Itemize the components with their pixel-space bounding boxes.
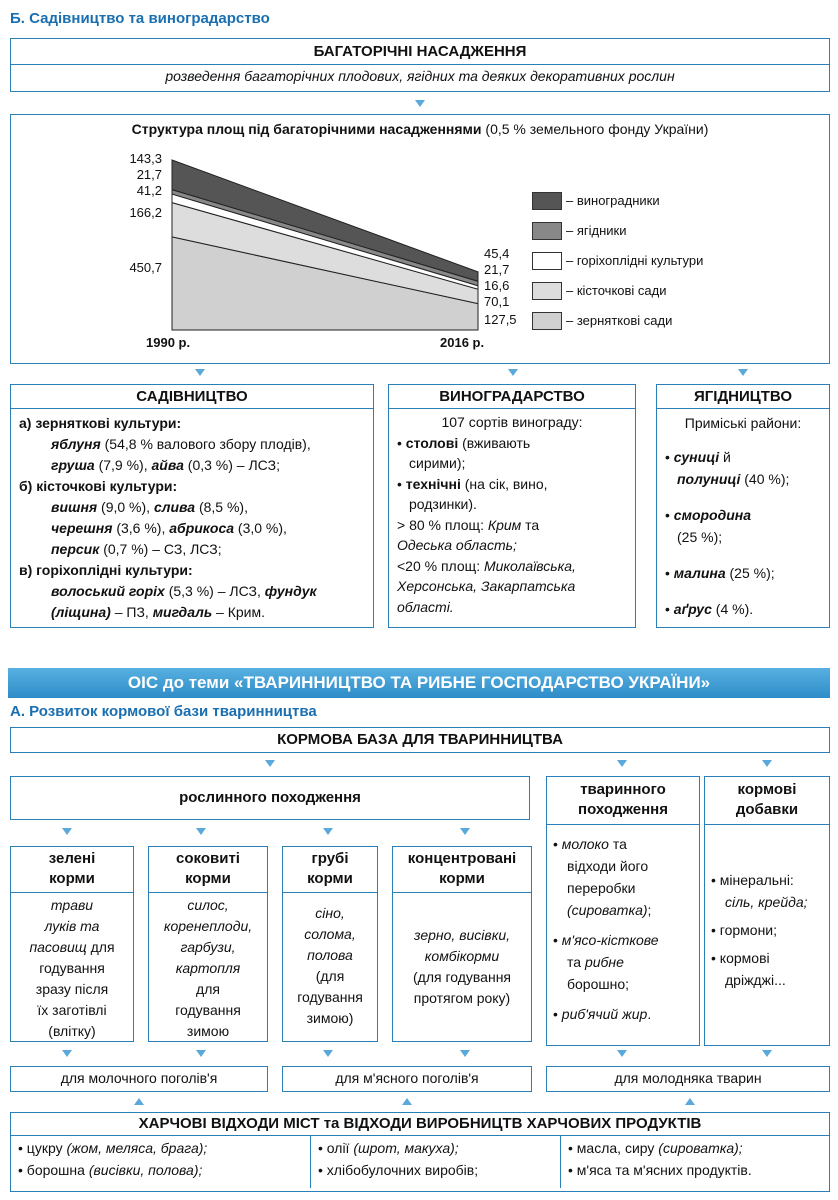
apple-note: (54,8 % валового збору плодів),	[100, 436, 311, 452]
grape-varieties: 107 сортів винограду:	[441, 414, 583, 430]
topic-banner: ОІС до теми «ТВАРИННИЦТВО ТА РИБНЕ ГОСПОДАРСТВО УКРАЇНИ»	[8, 668, 830, 698]
feed-base-title: КОРМОВА БАЗА ДЛЯ ТВАРИННИЦТВА	[277, 731, 563, 748]
suburban-areas: Приміські райони:	[684, 415, 802, 431]
sugar: цукру	[26, 1140, 67, 1156]
legend-swatch-stone	[532, 282, 562, 300]
pear-note: (7,9 %),	[94, 457, 152, 473]
chart-title-rest: (0,5 % земельного фонду України)	[481, 121, 709, 137]
rough-feed-title-2: корми	[307, 870, 353, 887]
regions-word: області.	[397, 598, 454, 615]
and-text: та	[567, 954, 585, 970]
viticulture-title: ВИНОГРАДАРСТВО	[389, 385, 635, 409]
arrow-down-icon	[196, 1050, 206, 1057]
berry-title: ЯГІДНИЦТВО	[657, 385, 829, 409]
viticulture-box: ВИНОГРАДАРСТВО 107 сортів винограду: • столові (вживають сирими); • технічні (на сік, вино, родзинки). > 80 % площ: Крим та Одеська область; <20 % площ: Миколаївська, Херсонська, Закарпатська області.	[388, 384, 636, 628]
arrow-up-icon	[134, 1098, 144, 1105]
succulent-feed-title-2: корми	[185, 870, 231, 887]
pumpkins: гарбузи,	[180, 939, 236, 955]
almond-note: – Крим.	[212, 604, 266, 620]
right-after: зразу після	[35, 981, 109, 997]
whey: (сироватка)	[567, 902, 648, 918]
semicolon: ;	[647, 902, 652, 918]
apple: яблуня	[51, 436, 101, 452]
gooseberry-share: (4 %).	[711, 601, 754, 617]
left-label-nuts: 41,2	[136, 183, 162, 198]
compound-feed: комбікорми	[424, 948, 500, 964]
arrow-down-icon	[762, 760, 772, 767]
for-text: для	[86, 939, 115, 955]
arrow-down-icon	[323, 828, 333, 835]
legend-vineyards: – виноградники	[566, 193, 660, 208]
right-label-pome: 127,5	[484, 312, 517, 327]
animal-origin-title-1: тваринного	[580, 781, 666, 798]
whey: (сироватка);	[658, 1140, 743, 1156]
left-label-berries: 21,7	[136, 167, 162, 182]
food-waste-col-3: • масла, сиру (сироватка); • м'яса та м'ясних продуктів.	[568, 1140, 752, 1178]
feeding: годування	[39, 960, 105, 976]
meat-bone-meal: м'ясо-кісткове	[561, 932, 659, 948]
table-grapes-note: (вживають	[458, 434, 531, 451]
x-label-1990: 1990 р.	[146, 335, 191, 350]
kherson-zakarpattia: Херсонська, Закарпатська	[397, 578, 576, 594]
green-feed-title-1: зелені	[48, 850, 96, 867]
nut-heading: в) горіхоплідні культури:	[19, 562, 193, 578]
arrow-down-icon	[738, 369, 748, 376]
currant-share: (25 %);	[677, 529, 723, 545]
summer: (влітку)	[48, 1023, 96, 1039]
quince-note: (0,3 %) – ЛСЗ;	[183, 457, 280, 473]
arrow-down-icon	[62, 828, 72, 835]
silage: силос,	[187, 897, 229, 913]
potatoes: картопля	[175, 960, 241, 976]
rough-feed-title-1: грубі	[311, 850, 349, 867]
legend-swatch-nuts	[532, 252, 562, 270]
for-text: для	[196, 981, 220, 997]
right-label-vineyards: 45,4	[484, 246, 510, 261]
flour: борошна	[26, 1162, 89, 1178]
perennial-desc: розведення багаторічних плодових, ягідних та деяких декоративних рослин	[165, 68, 675, 84]
meat-products: м'яса та м'ясних продуктів.	[576, 1162, 752, 1178]
flour: борошно;	[567, 976, 630, 992]
fish-oil: риб'ячий жир	[561, 1006, 648, 1022]
arrow-down-icon	[460, 828, 470, 835]
cherry: вишня	[51, 499, 98, 515]
and-text: й	[719, 449, 731, 465]
young-label: для молодняка тварин	[614, 1070, 762, 1086]
divider	[560, 1136, 561, 1188]
hazel-note: – ПЗ,	[110, 604, 153, 620]
horticulture-title: САДІВНИЦТВО	[11, 385, 373, 409]
plum: слива	[153, 499, 196, 515]
under-20-label: <20 % площ:	[397, 557, 484, 574]
arrow-down-icon	[617, 1050, 627, 1057]
technical-grapes: технічні	[405, 475, 461, 492]
apricot: абрикоса	[169, 520, 235, 536]
rough-feed-box	[282, 846, 378, 1042]
meadows: луків та	[44, 918, 100, 934]
gooseberry: аґрус	[673, 601, 712, 617]
straw: солома,	[304, 926, 356, 942]
pear: груша	[51, 457, 95, 473]
and-text: та	[521, 516, 540, 533]
right-label-stone: 70,1	[484, 294, 510, 309]
feed-base-box	[10, 727, 830, 753]
legend-swatch-pome	[532, 312, 562, 330]
food-waste-title: ХАРЧОВІ ВІДХОДИ МІСТ та ВІДХОДИ ВИРОБНИЦТВ ХАРЧОВИХ ПРОДУКТІВ	[11, 1113, 829, 1136]
x-label-2016: 2016 р.	[440, 335, 485, 350]
concentrated-feed-title-1: концентровані	[407, 850, 517, 867]
for-feeding: (для годування	[412, 969, 512, 985]
raspberry-share: (25 %);	[725, 565, 775, 581]
divider	[310, 1136, 311, 1188]
berry-box: ЯГІДНИЦТВО Приміські райони: • суниці й полуниці (40 %); • смородина (25 %); • малина (25 %); • аґрус (4 %).	[656, 384, 830, 628]
butter-cheese: масла, сиру	[576, 1140, 659, 1156]
mykolaiv-region: Миколаївська,	[483, 557, 576, 574]
feed-yeast-1: кормові	[719, 950, 770, 966]
meat-label: для м'ясного поголів'я	[335, 1070, 479, 1086]
meat-box	[282, 1066, 532, 1092]
winter: зимою	[186, 1023, 230, 1039]
left-label-pome: 450,7	[129, 260, 162, 275]
dairy-label: для молочного поголів'я	[60, 1070, 218, 1086]
table-grapes-note-2: сирими);	[409, 455, 466, 471]
sweet-cherry: черешня	[51, 520, 113, 536]
arrow-down-icon	[617, 760, 627, 767]
grasses: трави	[50, 897, 94, 913]
area-chart	[0, 0, 838, 400]
hormones: гормони;	[719, 922, 778, 938]
feeding: годування	[297, 989, 363, 1005]
strawberry-share: (40 %);	[740, 471, 790, 487]
peach: персик	[51, 541, 100, 557]
almond: мигдаль	[152, 604, 213, 620]
odesa-region: Одеська область;	[397, 537, 517, 553]
feeding: годування	[175, 1002, 241, 1018]
section-a-title: А. Розвиток кормової бази тваринництва	[10, 703, 317, 720]
garden-strawberry: полуниці	[677, 471, 741, 487]
pome-heading: а) зерняткові культури:	[19, 415, 182, 431]
root-crops: коренеплоди,	[163, 918, 253, 934]
and-text: та	[608, 836, 627, 852]
harvesting: їх заготівлі	[37, 1002, 107, 1018]
peach-note: (0,7 %) – СЗ, ЛСЗ;	[99, 541, 222, 557]
plant-origin-title: рослинного походження	[179, 789, 361, 806]
legend-stone: – кісточкові сади	[566, 283, 667, 298]
salt-chalk: сіль, крейда;	[725, 894, 808, 910]
additives-box: кормові добавки • мінеральні: сіль, крейда; • гормони; • кормові дріжджі...	[704, 776, 830, 1046]
hazel: (ліщина)	[51, 604, 111, 620]
section-b-title: Б. Садівництво та виноградарство	[10, 10, 270, 27]
apricot-note: (3,0 %),	[234, 520, 287, 536]
additives-title-1: кормові	[737, 781, 797, 798]
arrow-up-icon	[685, 1098, 695, 1105]
right-label-berries: 21,7	[484, 262, 510, 277]
milk-processing: переробки	[567, 880, 636, 896]
hazelnut: фундук	[264, 583, 317, 599]
grain-bran: зерно, висівки,	[414, 927, 510, 943]
dairy-box	[10, 1066, 268, 1092]
currant: смородина	[673, 507, 752, 523]
table-grapes: столові	[405, 434, 459, 451]
green-feed-box	[10, 846, 134, 1042]
pastures: пасовищ	[29, 939, 87, 955]
quince: айва	[151, 457, 184, 473]
technical-grapes-note: (на сік, вино,	[460, 475, 548, 492]
sweet-cherry-note: (3,6 %),	[112, 520, 170, 536]
strawberry: суниці	[673, 449, 720, 465]
animal-origin-box: тваринного походження • молоко та відходи його переробки (сироватка); • м'ясо-кісткове та рибне борошно; • риб'ячий жир.	[546, 776, 700, 1046]
chart-title-bold: Структура площ під багаторічними насадженнями	[131, 121, 482, 137]
perennial-title: БАГАТОРІЧНІ НАСАДЖЕННЯ	[11, 43, 829, 65]
sugar-waste: (жом, меляса, брага);	[66, 1140, 208, 1156]
right-label-nuts: 16,6	[484, 278, 510, 293]
technical-grapes-note-2: родзинки).	[409, 496, 477, 512]
crimea: Крим	[487, 516, 522, 533]
arrow-up-icon	[402, 1098, 412, 1105]
young-box	[546, 1066, 830, 1092]
arrow-down-icon	[508, 369, 518, 376]
plant-origin-box	[10, 776, 530, 820]
arrow-down-icon	[265, 760, 275, 767]
succulent-feed-title-1: соковиті	[176, 850, 240, 867]
cherry-note: (9,0 %),	[97, 499, 154, 515]
food-waste-col-1: • цукру (жом, меляса, брага); • борошна (висівки, полова);	[18, 1140, 208, 1178]
green-feed-title-2: корми	[49, 870, 95, 887]
arrow-down-icon	[195, 369, 205, 376]
raspberry: малина	[673, 565, 726, 581]
walnut: волоський горіх	[51, 583, 165, 599]
walnut-note: (5,3 %) – ЛСЗ,	[164, 583, 265, 599]
milk-waste: відходи його	[567, 858, 649, 874]
left-label-stone: 166,2	[129, 205, 162, 220]
concentrated-feed-title-2: корми	[439, 870, 485, 887]
legend-swatch-berries	[532, 222, 562, 240]
chaff: полова	[307, 947, 353, 963]
additives-title-2: добавки	[735, 801, 799, 818]
feed-yeast-2: дріжджі...	[725, 972, 786, 988]
arrow-down-icon	[323, 1050, 333, 1057]
oil: олії	[326, 1140, 354, 1156]
year-round: протягом року)	[413, 990, 511, 1006]
for-text: (для	[315, 968, 345, 984]
arrow-down-icon	[62, 1050, 72, 1057]
flour-waste: (висівки, полова);	[88, 1162, 203, 1178]
period: .	[647, 1006, 652, 1022]
left-label-vineyards: 143,3	[129, 151, 162, 166]
winter: зимою)	[306, 1010, 354, 1026]
arrow-down-icon	[460, 1050, 470, 1057]
bakery: хлібобулочних виробів;	[326, 1162, 479, 1178]
over-80-label: > 80 % площ:	[397, 516, 488, 533]
minerals: мінеральні:	[719, 872, 794, 888]
legend-swatch-vineyards	[532, 192, 562, 210]
food-waste-col-2: • олії (шрот, макуха); • хлібобулочних виробів;	[318, 1140, 479, 1178]
stone-heading: б) кісточкові культури:	[19, 478, 178, 494]
arrow-down-icon	[196, 828, 206, 835]
oil-waste: (шрот, макуха);	[353, 1140, 459, 1156]
hay: сіно,	[315, 905, 345, 921]
legend-pome: – зерняткові сади	[566, 313, 673, 328]
concentrated-feed-box	[392, 846, 532, 1042]
fish: рибне	[584, 954, 624, 970]
legend-berries: – ягідники	[566, 223, 627, 238]
succulent-feed-box	[148, 846, 268, 1042]
milk: молоко	[561, 836, 609, 852]
horticulture-box	[10, 384, 374, 628]
plum-note: (8,5 %),	[195, 499, 248, 515]
arrow-down-icon	[762, 1050, 772, 1057]
legend-nuts: – горіхоплідні культури	[566, 253, 704, 268]
animal-origin-title-2: походження	[578, 801, 668, 818]
